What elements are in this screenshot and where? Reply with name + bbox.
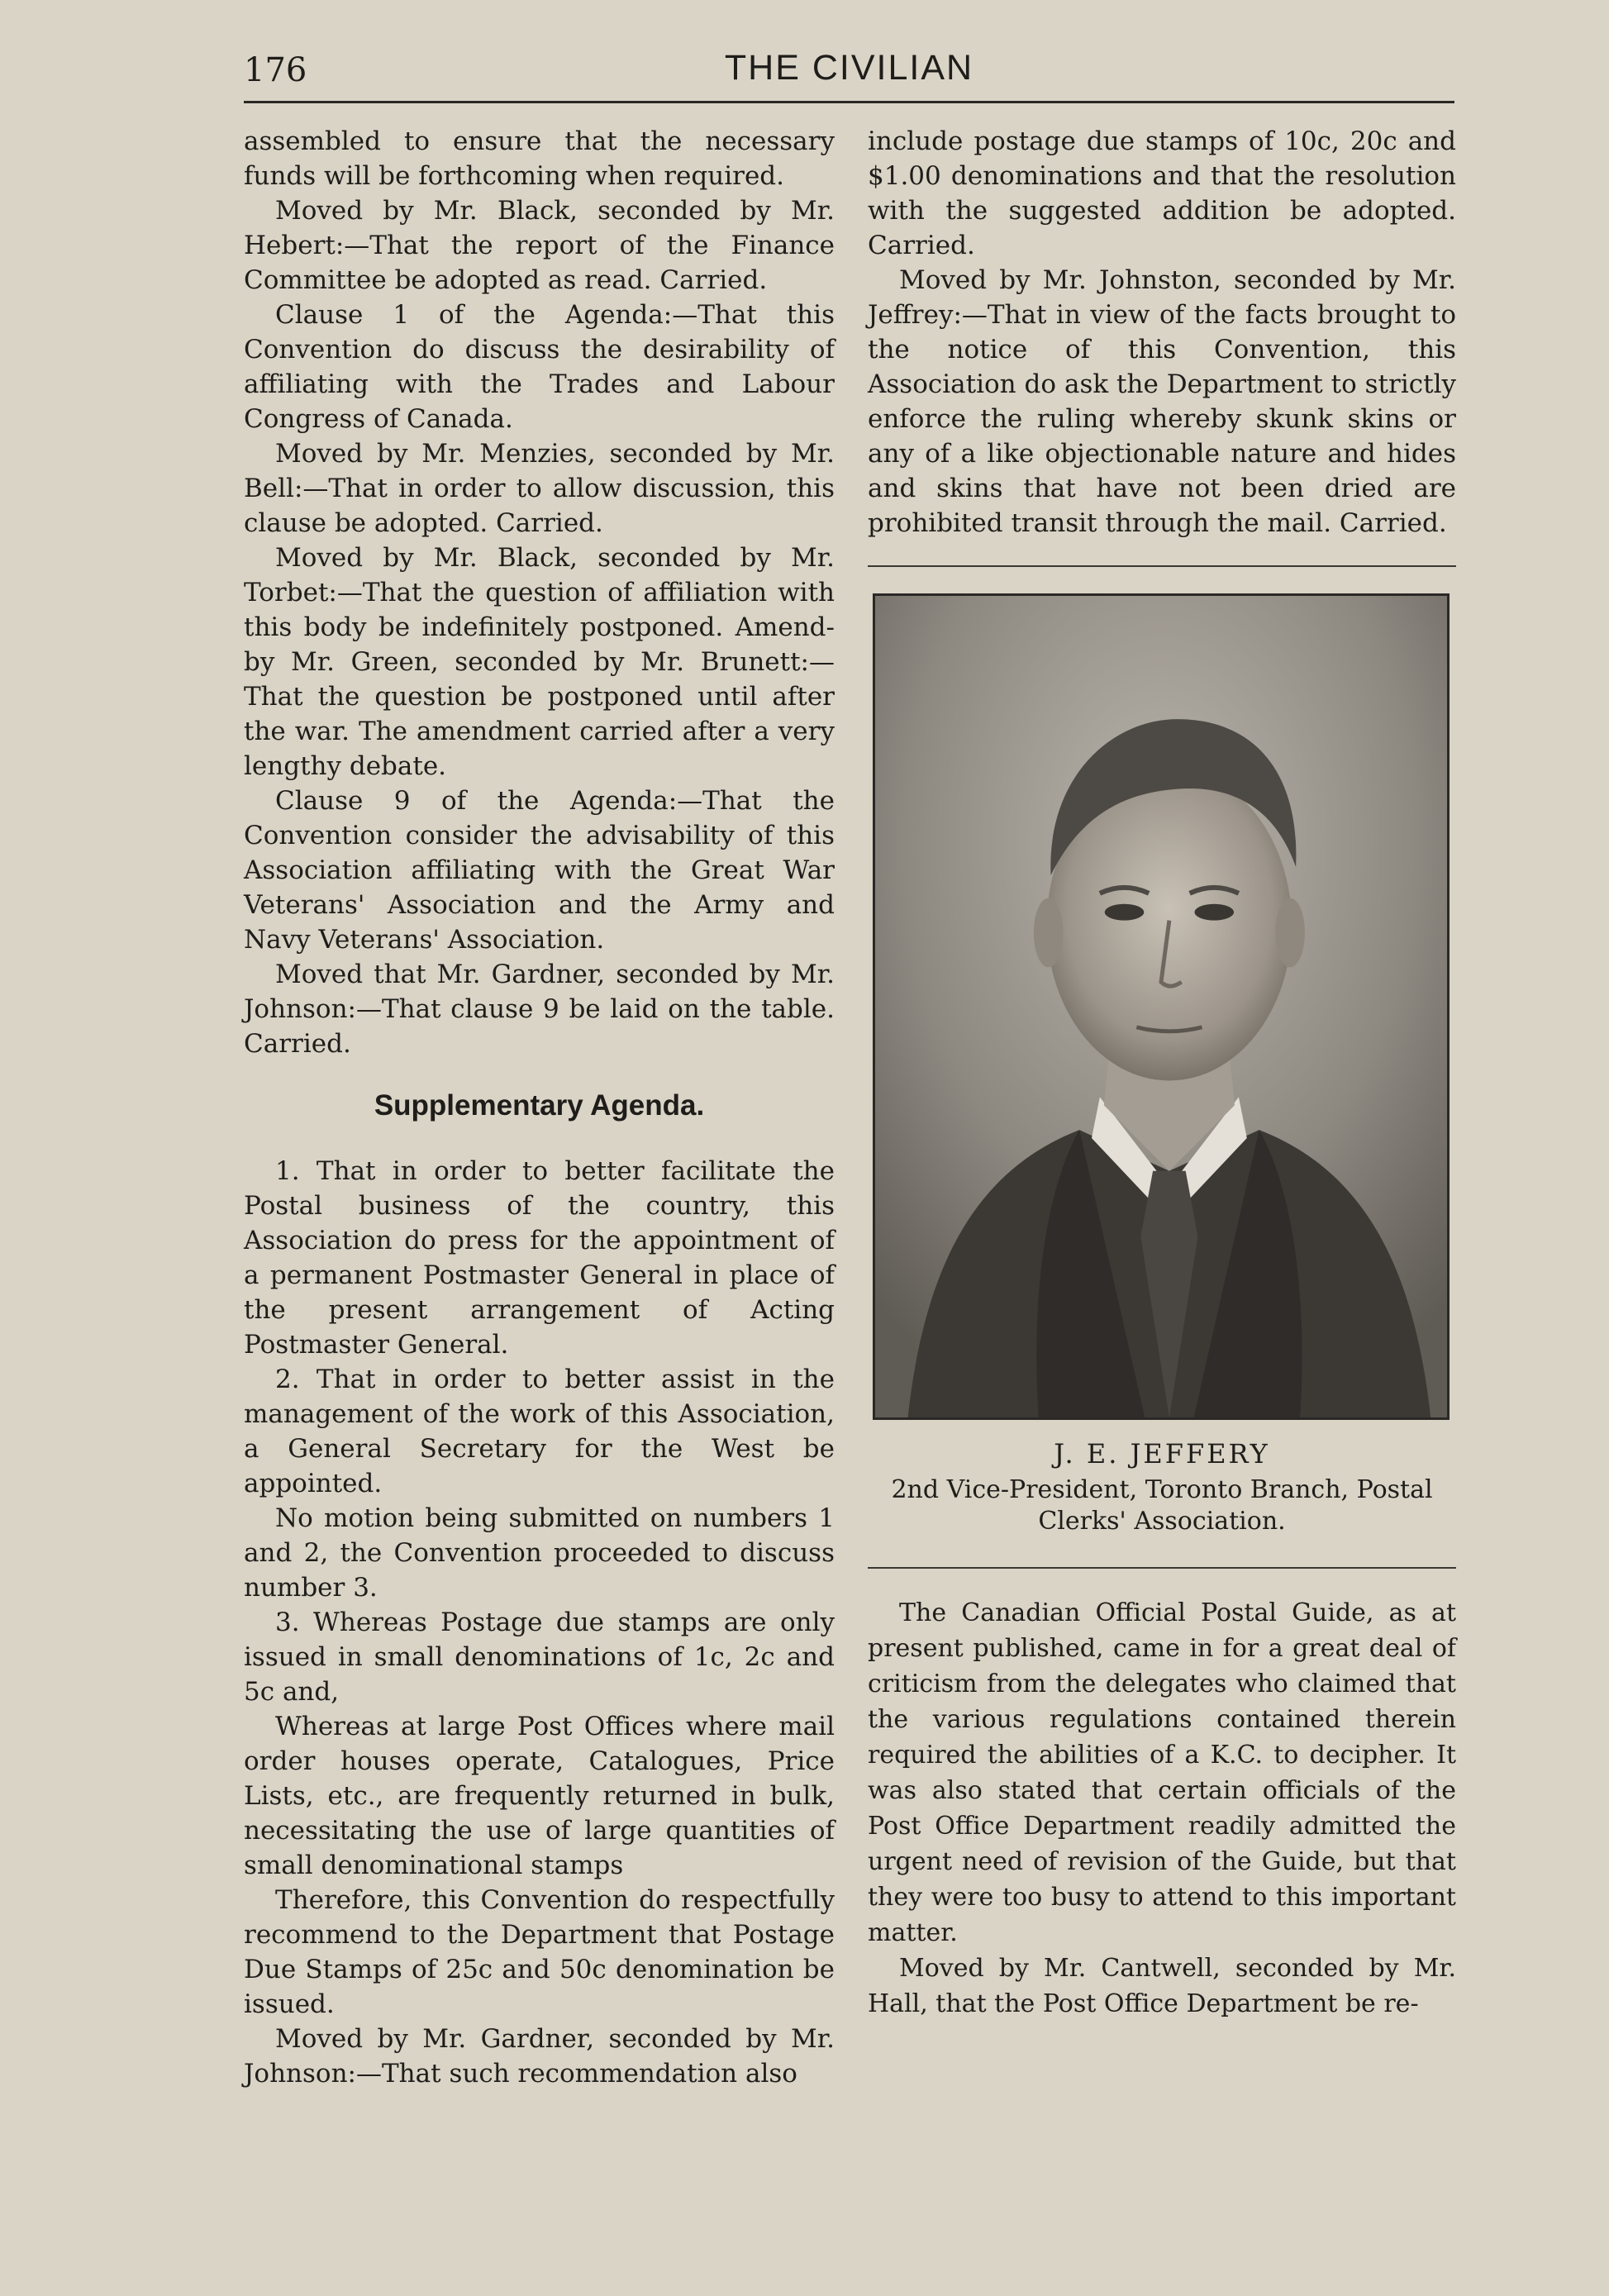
paragraph: Clause 9 of the Agenda:—That the Convention consider the advisability of this Association affiliating with the Great War Veterans' Association and the Army and Navy Veterans' Association. xyxy=(244,786,835,955)
publication-title: THE CIVILIAN xyxy=(724,48,974,88)
paragraph: Moved by Mr. Menzies, seconded by Mr. Bell:—That in order to allow discussion, this clause be adopted. Carried. xyxy=(244,439,835,538)
paragraph: 2. That in order to better assist in the management of the work of this Association, a General Secretary for the West be appointed. xyxy=(244,1365,835,1498)
paragraph: Moved by Mr. Black, seconded by Mr. Hebert:—That the report of the Finance Committee be adopted as read. Carried. xyxy=(244,196,835,295)
right-column xyxy=(868,124,1456,2022)
paragraph: No motion being submitted on numbers 1 and 2, the Convention proceeded to discuss number 3. xyxy=(244,1503,835,1603)
running-header xyxy=(244,41,1454,103)
paragraph: Moved by Mr. Gardner, seconded by Mr. Johnson:—That such recommendation also xyxy=(244,2024,835,2089)
section-rule xyxy=(868,1567,1456,1569)
portrait-photo xyxy=(873,593,1450,1420)
paragraph: The Canadian Official Postal Guide, as at present published, came in for a great deal of criticism from the delegates who claimed that the various regulations contained therein required the abilities of a K.C. to decipher. It was also stated that certain officials of the Post Office Department readily admitted the urgent need of revision of the Guide, but that they were too busy to attend to this important matter. xyxy=(868,1598,1456,1947)
right-column-top-text xyxy=(868,124,1456,541)
photo-caption-name: J. E. JEFFERY xyxy=(1054,1438,1270,1470)
section-rule xyxy=(868,565,1456,567)
paragraph: Whereas at large Post Offices where mail order houses operate, Catalogues, Price Lists, etc., are frequently returned in bulk, necessitating the use of large quantities of small denominational stamps xyxy=(244,1712,835,1880)
paragraph: Clause 1 of the Agenda:—That this Convention do discuss the desirability of affiliating with the Trades and Labour Congress of Canada. xyxy=(244,300,835,434)
paragraph: 3. Whereas Postage due stamps are only issued in small denominations of 1c, 2c and 5c and, xyxy=(244,1608,835,1707)
paragraph: include postage due stamps of 10c, 20c and $1.00 denominations and that the resolution with the suggested addition be adopted. Carried. xyxy=(868,126,1456,260)
left-column xyxy=(244,124,835,2091)
photo-caption-description: 2nd Vice-President, Toronto Branch, Postal Clerks' Association. xyxy=(891,1475,1433,1536)
header-rule xyxy=(244,101,1454,103)
paragraph: assembled to ensure that the necessary funds will be forthcoming when required. xyxy=(244,126,835,191)
page-number: 176 xyxy=(244,51,307,89)
portrait-illustration xyxy=(875,596,1447,1417)
paragraph: Moved by Mr. Johnston, seconded by Mr. Jeffrey:—That in view of the facts brought to the notice of this Convention, this Association do ask the Department to strictly enforce the ruling whereby skunk skins or any of a like objectionable nature and hides and skins that have not been dried are prohibited transit through the mail. Carried. xyxy=(868,265,1456,538)
paragraph: Moved that Mr. Gardner, seconded by Mr. Johnson:—That clause 9 be laid on the table. Carried. xyxy=(244,960,835,1059)
paragraph: Moved by Mr. Cantwell, seconded by Mr. Hall, that the Post Office Department be re- xyxy=(868,1954,1456,2018)
paragraph: Therefore, this Convention do respectfully recommend to the Department that Postage Due Stamps of 25c and 50c denomination be issued. xyxy=(244,1885,835,2019)
paragraph: 1. That in order to better facilitate the Postal business of the country, this Association do press for the appointment of a permanent Postmaster General in place of the present arrangement of Acting Postmaster General. xyxy=(244,1156,835,1360)
section-heading: Supplementary Agenda. xyxy=(374,1089,705,1122)
right-column-bottom-text xyxy=(868,1595,1456,2022)
paragraph: Moved by Mr. Black, seconded by Mr. Torbet:—That the question of affiliation with this body be indefinitely postponed. Amend- by Mr. Green, seconded by Mr. Brunett:— That the question be postponed until after the war. The amendment carried after a very lengthy debate. xyxy=(244,543,835,781)
